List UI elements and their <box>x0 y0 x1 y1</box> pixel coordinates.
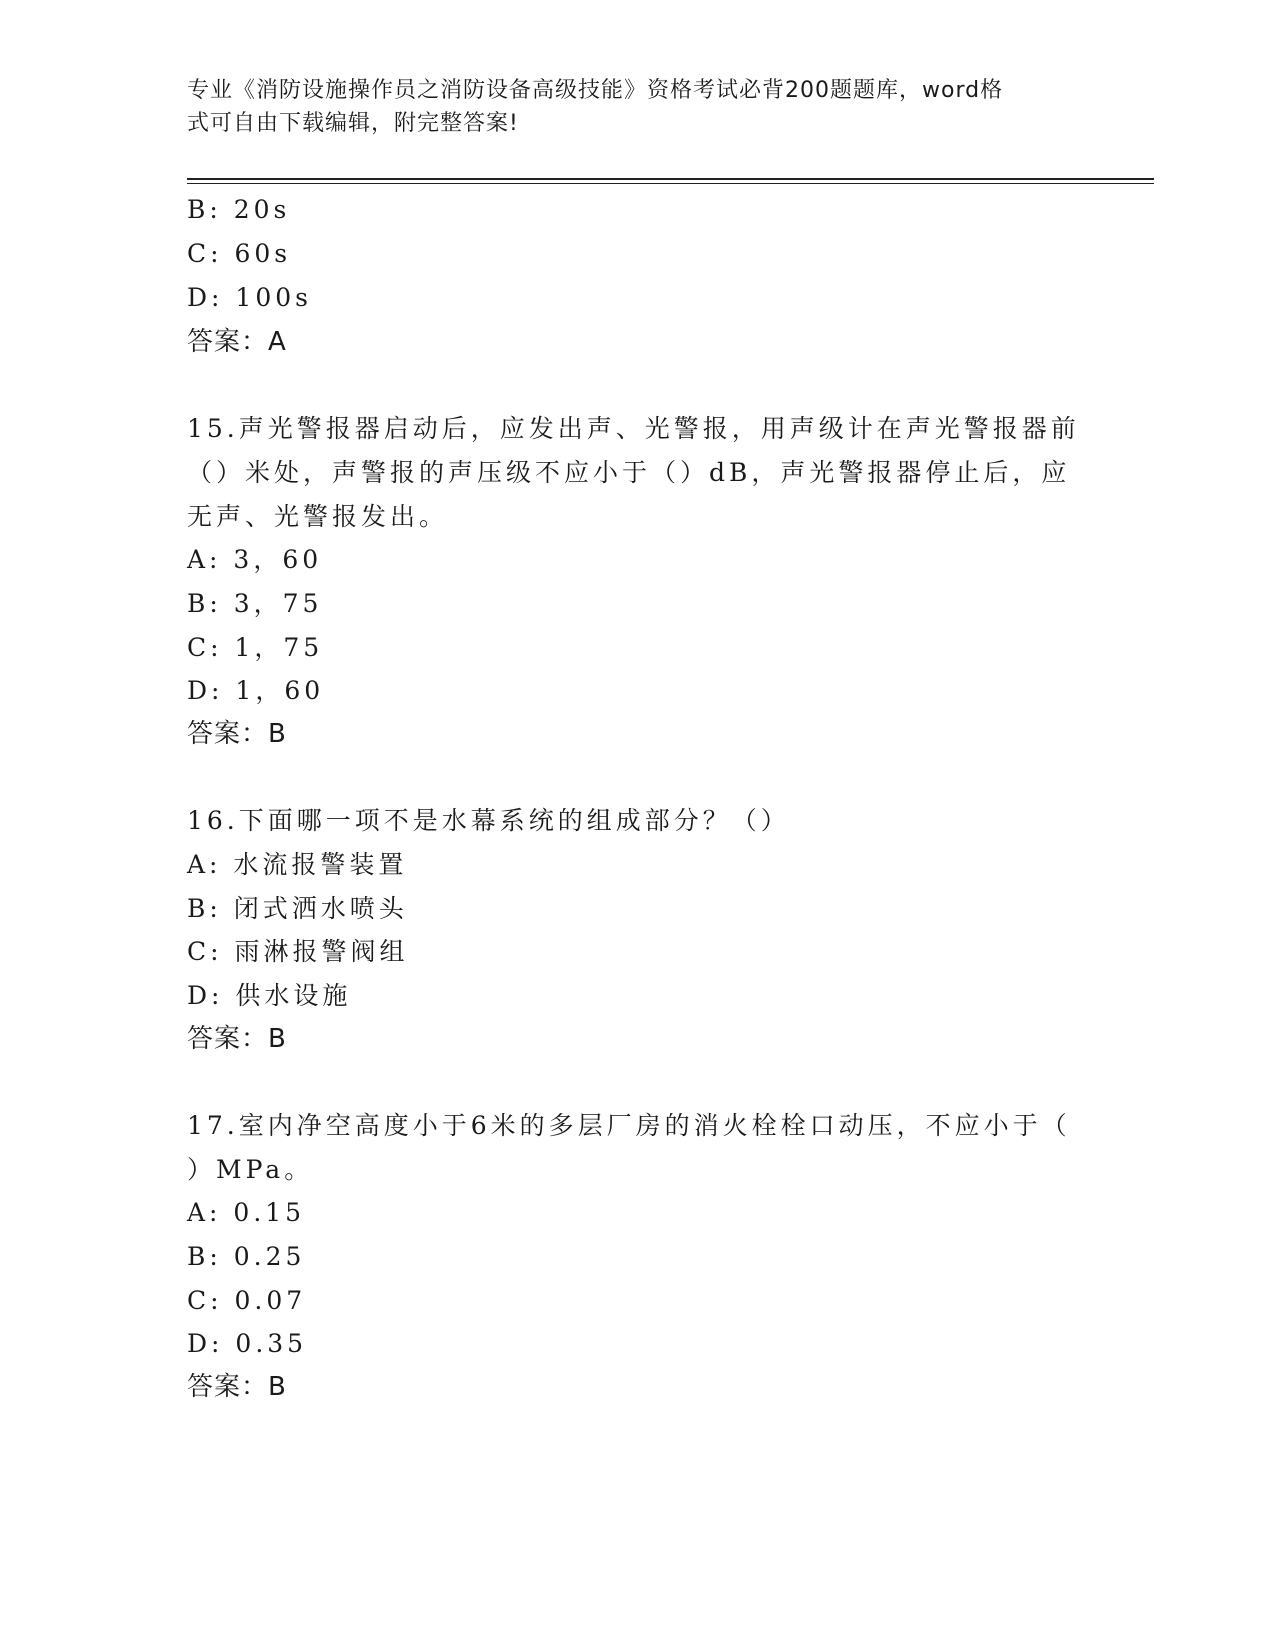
q14-option-d: D: 100s <box>187 283 312 312</box>
q17-option-b: B: 0.25 <box>187 1242 306 1271</box>
q15-text-line-1: 15.声光警报器启动后，应发出声、光警报，用声级计在声光警报器前 <box>187 414 1080 443</box>
q14-option-c: C: 60s <box>187 239 292 268</box>
q17-text-line-2: ）MPa。 <box>187 1155 314 1184</box>
q15-text-line-2: （）米处，声警报的声压级不应小于（）dB，声光警报器停止后，应 <box>187 458 1071 487</box>
q15-option-c: C: 1，75 <box>187 633 324 662</box>
q14-option-b: B: 20s <box>187 195 291 224</box>
header-rule-thin <box>187 183 1154 184</box>
q15-text-line-3: 无声、光警报发出。 <box>187 502 449 531</box>
q17-option-d: D: 0.35 <box>187 1329 308 1358</box>
document-header <box>187 74 1087 140</box>
header-line-1: 专业《消防设施操作员之消防设备高级技能》资格考试必背200题题库，word格 <box>187 78 1004 103</box>
header-line-2: 式可自由下载编辑，附完整答案! <box>187 111 519 136</box>
q16-text-line-1: 16.下面哪一项不是水幕系统的组成部分？（） <box>187 806 790 835</box>
q16-option-a: A: 水流报警装置 <box>187 850 408 879</box>
q15-option-a: A: 3，60 <box>187 545 323 574</box>
q15-option-d: D: 1，60 <box>187 676 325 705</box>
q14-answer: 答案：A <box>187 327 287 357</box>
q17-option-c: C: 0.07 <box>187 1286 307 1315</box>
q15-answer: 答案：B <box>187 719 287 749</box>
q17-text-line-1: 17.室内净空高度小于6米的多层厂房的消火栓栓口动压，不应小于（ <box>187 1111 1071 1140</box>
q16-answer: 答案：B <box>187 1024 287 1054</box>
header-rule-thick <box>187 178 1154 180</box>
q16-option-c: C: 雨淋报警阀组 <box>187 937 409 966</box>
q17-answer: 答案：B <box>187 1372 287 1402</box>
q17-option-a: A: 0.15 <box>187 1198 306 1227</box>
q16-option-d: D: 供水设施 <box>187 981 352 1010</box>
q15-option-b: B: 3，75 <box>187 589 323 618</box>
q16-option-b: B: 闭式洒水喷头 <box>187 894 408 923</box>
